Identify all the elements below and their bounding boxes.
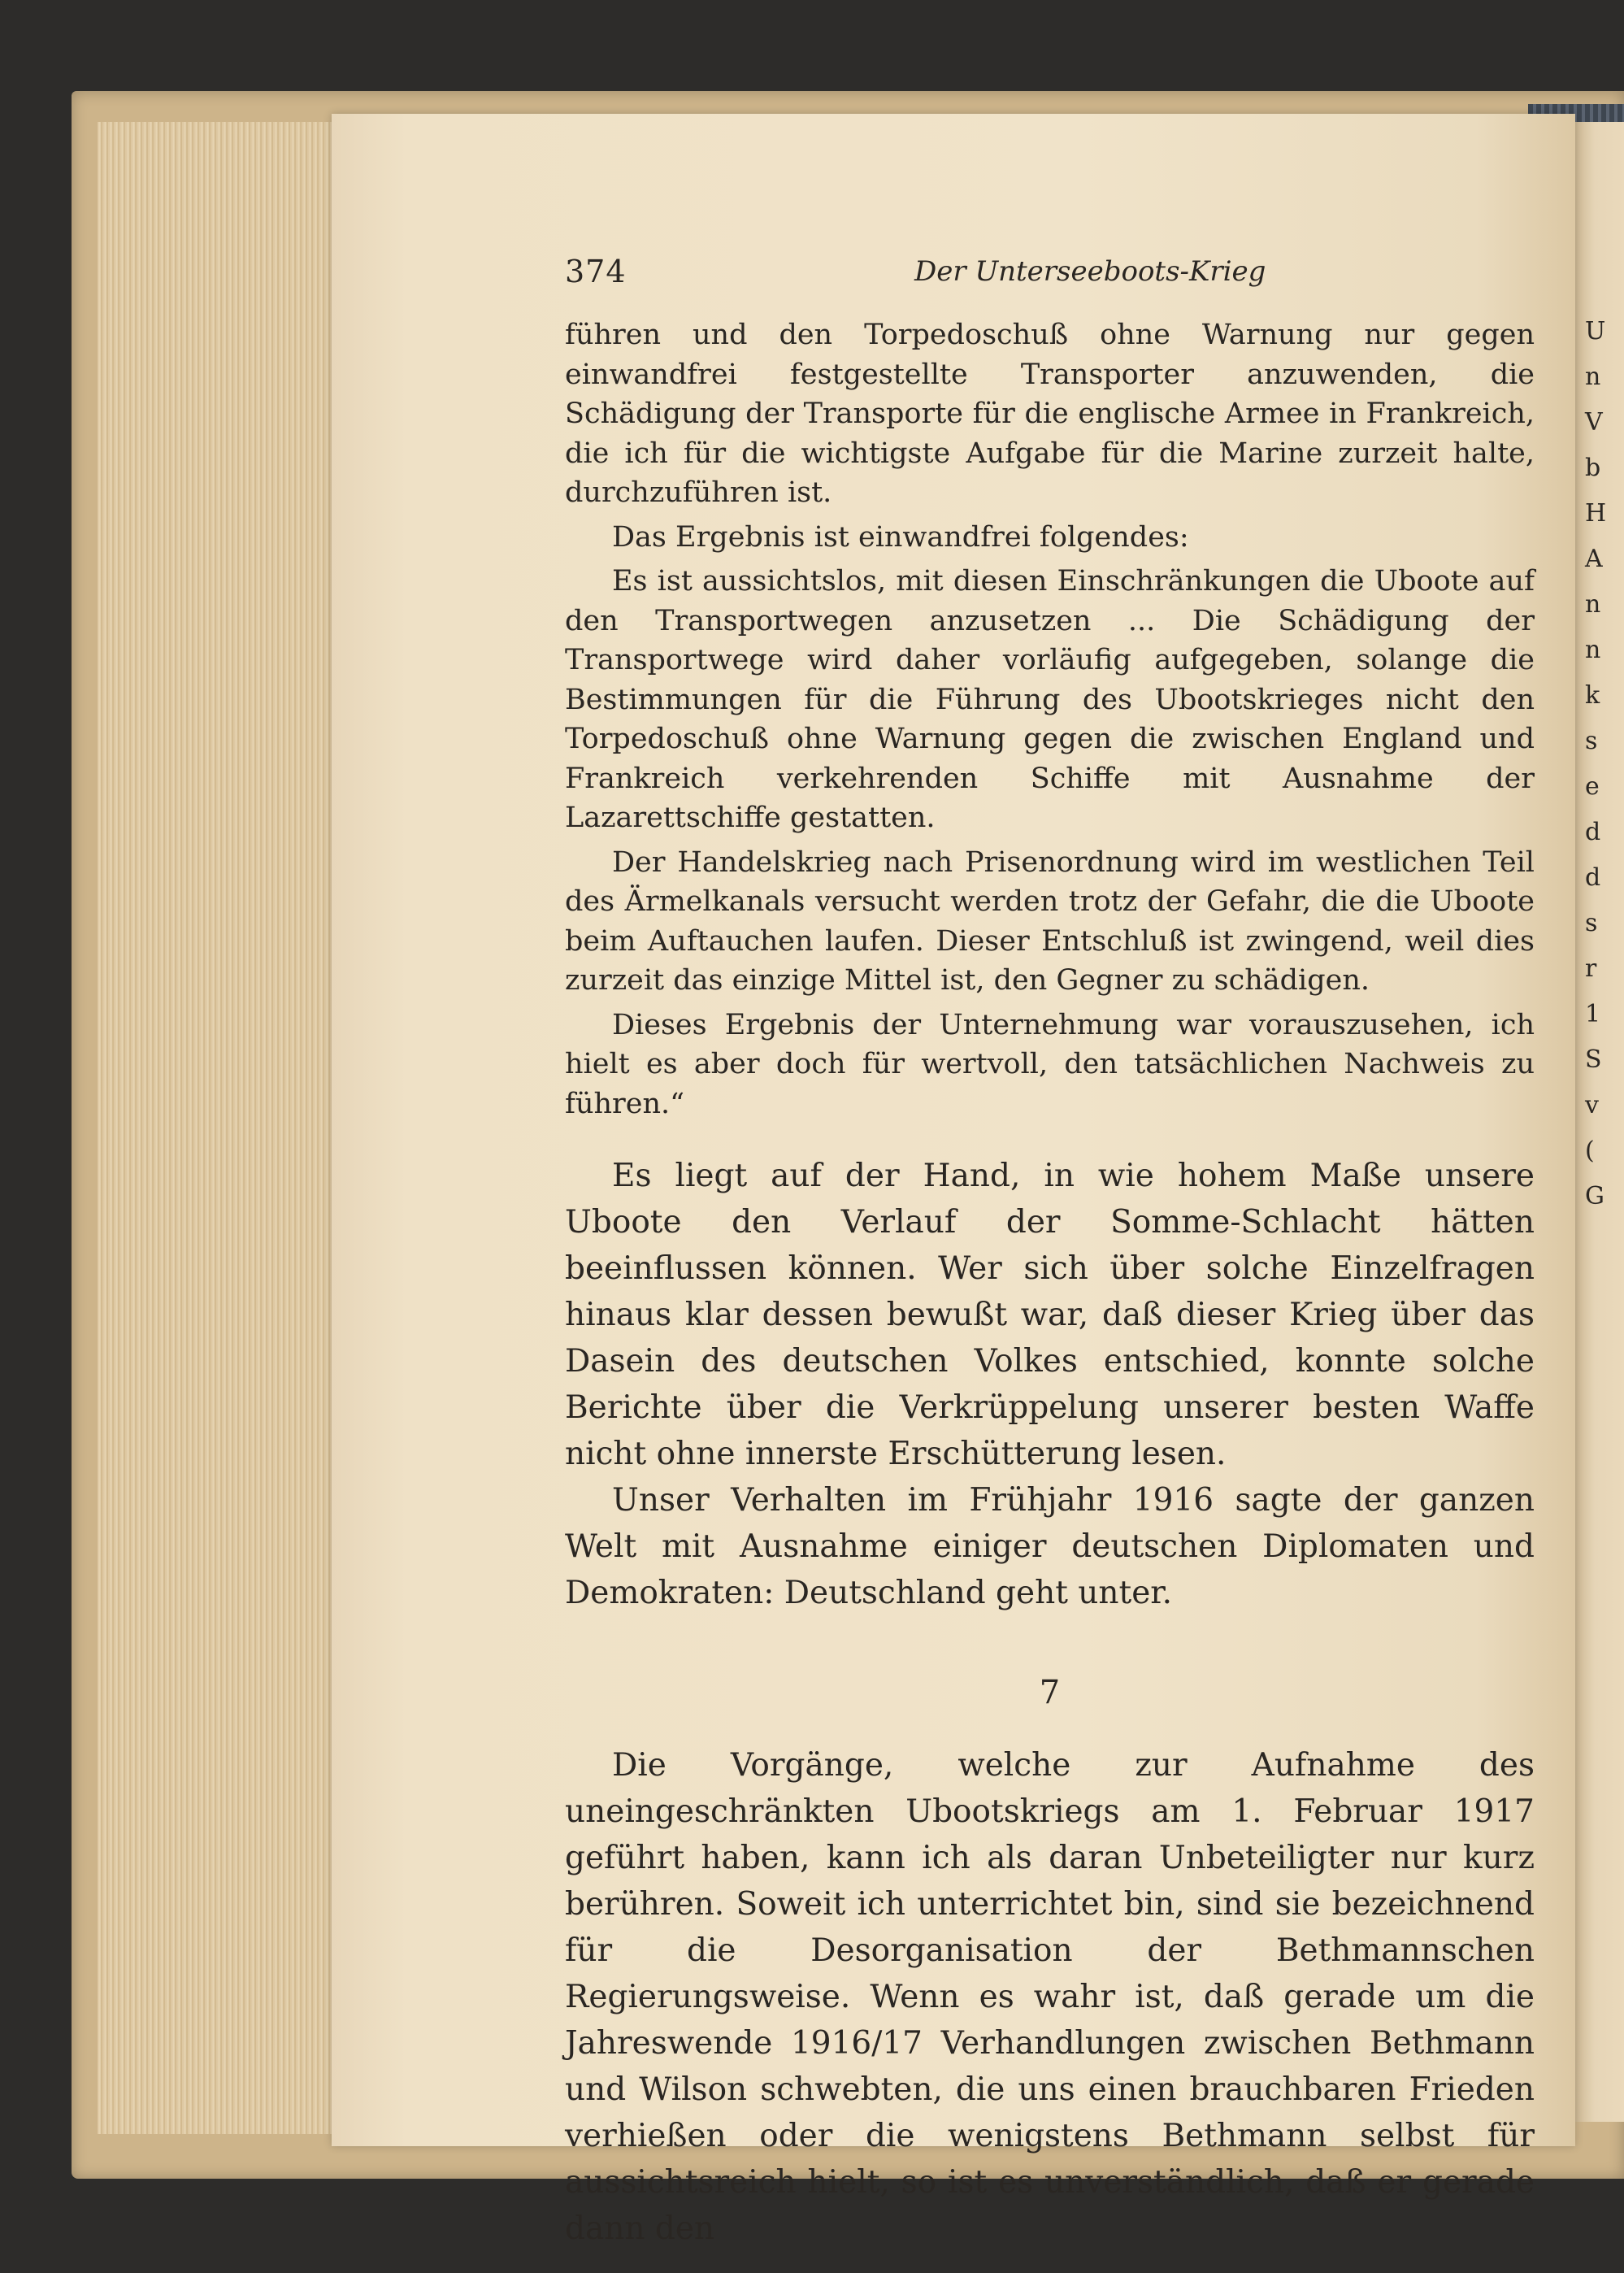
- next-page-letter: S: [1585, 1045, 1602, 1074]
- page-edges: [98, 122, 337, 2134]
- paragraph: Dieses Ergebnis der Unternehmung war vorauszusehen, ich hielt es aber doch für wertvoll, den tatsächlichen Nachweis zu führen.“: [565, 1008, 1535, 1120]
- next-page-letter: s: [1585, 909, 1598, 937]
- next-page-letter: G: [1585, 1182, 1604, 1210]
- next-page-letter: d: [1585, 818, 1601, 846]
- page-number: 374: [565, 254, 627, 289]
- next-page-letter: s: [1585, 727, 1598, 755]
- next-page-letter: e: [1585, 772, 1600, 801]
- paragraph: Unser Verhalten im Frühjahr 1916 sagte der ganzen Welt mit Ausnahme einiger deutschen Diplomaten und Demokraten: Deutschland geht unter.: [565, 1482, 1535, 1611]
- next-page-letter: (: [1585, 1136, 1595, 1165]
- next-page-letter: n: [1585, 590, 1601, 619]
- paragraph: Es liegt auf der Hand, in wie hohem Maße unsere Uboote den Verlauf der Somme-Schlacht hätten beeinflussen können. Wer sich über solche Einzelfragen hinaus klar dessen bewußt war, daß dieser Krieg über das Dasein des deutschen Volkes entschied, konnte solche Berichte über die Verkrüppelung unserer besten Waffe nicht ohne innerste Erschütterung lesen.: [565, 1158, 1535, 1472]
- next-page-letter: A: [1585, 545, 1603, 573]
- paragraph: Der Handelskrieg nach Prisenordnung wird im westlichen Teil des Ärmelkanals versucht werden trotz der Gefahr, die die Uboote beim Auftauchen laufen. Dieser Entschluß ist zwingend, weil dies zurzeit das einzige Mittel ist, den Gegner zu schädigen.: [565, 845, 1535, 997]
- next-page-letter: b: [1585, 454, 1601, 482]
- paragraph: Es ist aussichtslos, mit diesen Einschränkungen die Uboote auf den Transportwegen anzusetzen ... Die Schädigung der Transportwege wird daher vorläufig aufgegeben, solange die Bestimmungen für die Führung des Ubootskrieges nicht den Torpedoschuß ohne Warnung gegen die zwischen England und Frankreich verkehrenden Schiffe mit Ausnahme der Lazarettschiffe gestatten.: [565, 565, 1535, 834]
- next-page-letter: U: [1585, 317, 1606, 346]
- next-page-letter: n: [1585, 363, 1601, 391]
- paragraph: führen und den Torpedoschuß ohne Warnung nur gegen einwandfrei festgestellte Transporter anzuwenden, die Schädigung der Transporte für die englische Armee in Frankreich, die ich für die wichtigste Aufgabe für die Marine zurzeit halte, durchzuführen ist.: [565, 319, 1535, 509]
- next-page-letter: H: [1585, 499, 1607, 528]
- page-body: [565, 315, 1535, 2252]
- next-page-letter: d: [1585, 863, 1601, 892]
- next-page-letter: k: [1585, 681, 1600, 710]
- page-header: [565, 254, 1532, 302]
- next-page-letter: v: [1585, 1091, 1599, 1119]
- next-page-letter: 1: [1585, 1000, 1601, 1028]
- next-page-letter: V: [1585, 408, 1603, 437]
- next-page-text-fragment: [1585, 309, 1617, 1219]
- section-number: 7: [1039, 1674, 1061, 1711]
- paragraph: Das Ergebnis ist einwandfrei folgendes:: [612, 520, 1189, 554]
- running-title: Der Unterseeboots-Krieg: [914, 255, 1266, 288]
- paragraph: Die Vorgänge, welche zur Aufnahme des uneingeschränkten Ubootskriegs am 1. Februar 1917 geführt haben, kann ich als daran Unbeteiligter nur kurz berühren. Soweit ich unterrichtet bin, sind sie bezeichnend für die Desorganisation der Bethmannschen Regierungsweise. Wenn es wahr ist, daß gerade um die Jahreswende 1916/17 Verhandlungen zwischen Bethmann und Wilson schwebten, die uns einen brauchbaren Frieden verhießen oder die wenigstens Bethmann selbst für aussichtsreich hielt, so ist es unverständlich, daß er gerade dann den: [565, 1746, 1535, 2247]
- next-page-letter: r: [1585, 954, 1597, 983]
- next-page-letter: n: [1585, 636, 1601, 664]
